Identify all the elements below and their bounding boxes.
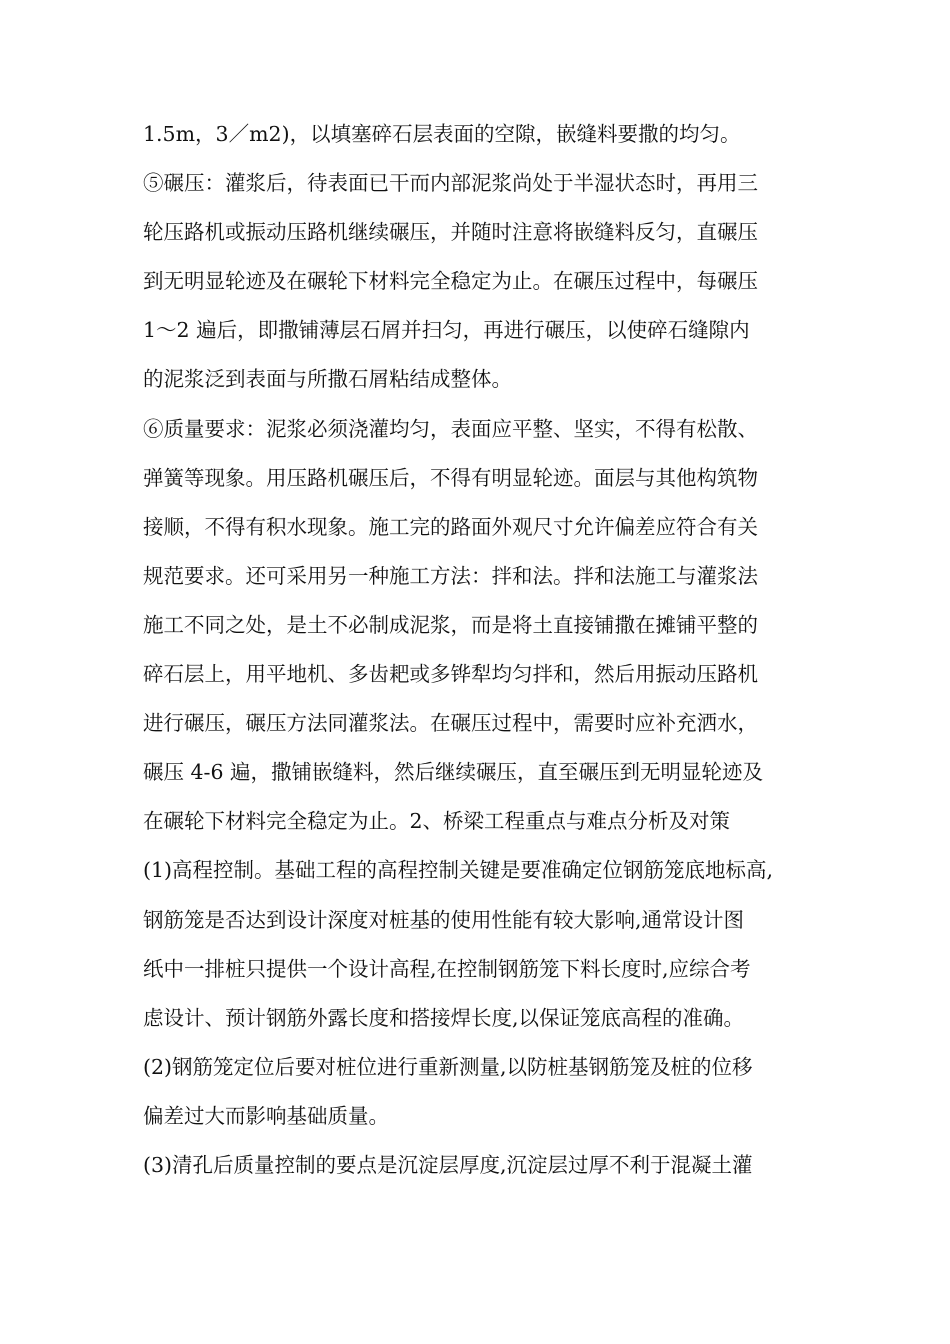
text-line: ⑤碾压：灌浆后，待表面已干而内部泥浆尚处于半湿状态时，再用三 xyxy=(143,171,758,196)
text-line: 轮压路机或振动压路机继续碾压，并随时注意将嵌缝料反匀，直碾压 xyxy=(143,220,758,245)
text-line: (2)钢筋笼定位后要对桩位进行重新测量,以防桩基钢筋笼及桩的位移 xyxy=(143,1054,753,1079)
text-line: 碎石层上，用平地机、多齿耙或多铧犁均匀拌和，然后用振动压路机 xyxy=(143,662,758,687)
text-line: 虑设计、预计钢筋外露长度和搭接焊长度,以保证笼底高程的准确。 xyxy=(143,1005,745,1030)
text-line: (3)清孔后质量控制的要点是沉淀层厚度,沉淀层过厚不利于混凝土灌 xyxy=(143,1152,753,1177)
text-line: 的泥浆泛到表面与所撒石屑粘结成整体。 xyxy=(143,367,512,392)
text-line: 接顺，不得有积水现象。施工完的路面外观尺寸允许偏差应符合有关 xyxy=(143,514,758,539)
text-line: 到无明显轮迹及在碾轮下材料完全稳定为止。在碾压过程中，每碾压 xyxy=(143,269,758,294)
text-line: ⑥质量要求：泥浆必须浇灌均匀，表面应平整、坚实，不得有松散、 xyxy=(143,416,758,441)
text-line: 1～2 遍后，即撒铺薄层石屑并扫匀，再进行碾压，以使碎石缝隙内 xyxy=(143,318,750,343)
text-line: (1)高程控制。基础工程的高程控制关键是要准确定位钢筋笼底地标高, xyxy=(143,858,774,883)
text-line: 纸中一排桩只提供一个设计高程,在控制钢筋笼下料长度时,应综合考 xyxy=(143,956,751,981)
body-text xyxy=(143,110,813,1190)
text-line: 偏差过大而影响基础质量。 xyxy=(143,1103,389,1128)
text-line: 弹簧等现象。用压路机碾压后，不得有明显轮迹。面层与其他构筑物 xyxy=(143,465,758,490)
text-line: 规范要求。还可采用另一种施工方法：拌和法。拌和法施工与灌浆法 xyxy=(143,563,758,588)
text-line: 1.5m，3／m2)，以填塞碎石层表面的空隙，嵌缝料要撒的均匀。 xyxy=(143,122,741,146)
text-line: 在碾轮下材料完全稳定为止。2、桥梁工程重点与难点分析及对策 xyxy=(143,809,731,834)
text-line: 施工不同之处，是土不必制成泥浆，而是将土直接铺撒在摊铺平整的 xyxy=(143,612,758,637)
text-line: 碾压 4-6 遍，撒铺嵌缝料，然后继续碾压，直至碾压到无明显轮迹及 xyxy=(143,760,764,785)
text-line: 进行碾压，碾压方法同灌浆法。在碾压过程中，需要时应补充洒水， xyxy=(143,711,758,736)
text-line: 钢筋笼是否达到设计深度对桩基的使用性能有较大影响,通常设计图 xyxy=(143,907,745,932)
